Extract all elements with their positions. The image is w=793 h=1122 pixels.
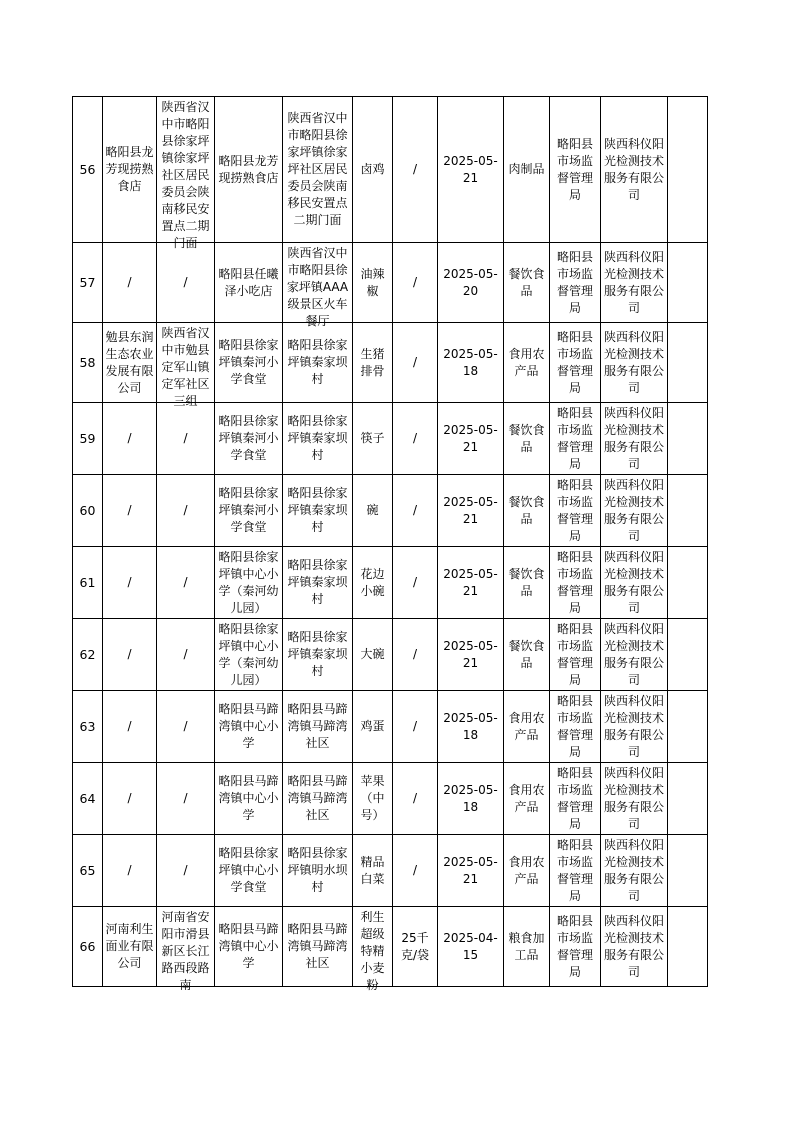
production-date: 2025-05-21	[438, 475, 504, 547]
table-row	[73, 835, 708, 907]
remarks-cell	[668, 475, 708, 547]
food-category: 食用农产品	[504, 763, 550, 835]
supervising-authority: 略阳县市场监督管理局	[550, 763, 601, 835]
testing-lab: 陕西科仪阳光检测技术服务有限公司	[601, 691, 668, 763]
specification: /	[393, 475, 438, 547]
sampled-unit-address: 陕西省汉中市略阳县徐家坪镇徐家坪社区居民委员会陕南移民安置点二期门面	[283, 97, 353, 243]
remarks-cell	[668, 243, 708, 323]
sampled-unit: 略阳县徐家坪镇中心小学（秦河幼儿园）	[215, 547, 283, 619]
producer-address: /	[157, 763, 215, 835]
testing-lab: 陕西科仪阳光检测技术服务有限公司	[601, 475, 668, 547]
food-category: 餐饮食品	[504, 547, 550, 619]
testing-lab: 陕西科仪阳光检测技术服务有限公司	[601, 547, 668, 619]
producer-name: /	[103, 691, 157, 763]
specification: /	[393, 619, 438, 691]
food-category: 餐饮食品	[504, 403, 550, 475]
sampled-unit-address: 略阳县徐家坪镇秦家坝村	[283, 619, 353, 691]
food-name: 精品白菜	[353, 835, 393, 907]
supervising-authority: 略阳县市场监督管理局	[550, 97, 601, 243]
sampled-unit-address: 陕西省汉中市略阳县徐家坪镇AAA级景区火车餐厅	[283, 243, 353, 323]
sampled-unit-address: 略阳县徐家坪镇秦家坝村	[283, 547, 353, 619]
row-number: 65	[73, 835, 103, 907]
food-category: 食用农产品	[504, 691, 550, 763]
testing-lab: 陕西科仪阳光检测技术服务有限公司	[601, 323, 668, 403]
testing-lab: 陕西科仪阳光检测技术服务有限公司	[601, 835, 668, 907]
producer-address: 河南省安阳市滑县新区长江路西段路南	[157, 907, 215, 987]
producer-address: /	[157, 547, 215, 619]
production-date: 2025-05-18	[438, 691, 504, 763]
food-category: 餐饮食品	[504, 619, 550, 691]
production-date: 2025-05-18	[438, 763, 504, 835]
food-name: 油辣椒	[353, 243, 393, 323]
food-category: 食用农产品	[504, 323, 550, 403]
table-row	[73, 97, 708, 243]
row-number: 64	[73, 763, 103, 835]
row-number: 56	[73, 97, 103, 243]
remarks-cell	[668, 835, 708, 907]
specification: /	[393, 835, 438, 907]
food-category: 食用农产品	[504, 835, 550, 907]
producer-address: /	[157, 475, 215, 547]
table-row	[73, 323, 708, 403]
sampled-unit: 略阳县马蹄湾镇中心小学	[215, 691, 283, 763]
sampled-unit-address: 略阳县徐家坪镇明水坝村	[283, 835, 353, 907]
food-category: 餐饮食品	[504, 475, 550, 547]
producer-name: 勉县东润生态农业发展有限公司	[103, 323, 157, 403]
producer-name: /	[103, 547, 157, 619]
testing-lab: 陕西科仪阳光检测技术服务有限公司	[601, 763, 668, 835]
producer-name: /	[103, 475, 157, 547]
remarks-cell	[668, 763, 708, 835]
food-category: 粮食加工品	[504, 907, 550, 987]
food-name: 碗	[353, 475, 393, 547]
food-name: 筷子	[353, 403, 393, 475]
specification: 25千克/袋	[393, 907, 438, 987]
supervising-authority: 略阳县市场监督管理局	[550, 475, 601, 547]
producer-name: 河南利生面业有限公司	[103, 907, 157, 987]
production-date: 2025-05-21	[438, 835, 504, 907]
testing-lab: 陕西科仪阳光检测技术服务有限公司	[601, 907, 668, 987]
remarks-cell	[668, 323, 708, 403]
row-number: 57	[73, 243, 103, 323]
row-number: 63	[73, 691, 103, 763]
food-name: 苹果（中号）	[353, 763, 393, 835]
table-row	[73, 475, 708, 547]
supervising-authority: 略阳县市场监督管理局	[550, 547, 601, 619]
food-name: 卤鸡	[353, 97, 393, 243]
sampled-unit: 略阳县龙芳现捞熟食店	[215, 97, 283, 243]
table-row	[73, 907, 708, 987]
row-number: 61	[73, 547, 103, 619]
supervising-authority: 略阳县市场监督管理局	[550, 243, 601, 323]
specification: /	[393, 691, 438, 763]
row-number: 58	[73, 323, 103, 403]
remarks-cell	[668, 403, 708, 475]
sampled-unit: 略阳县徐家坪镇秦河小学食堂	[215, 323, 283, 403]
production-date: 2025-05-21	[438, 97, 504, 243]
producer-address: /	[157, 691, 215, 763]
production-date: 2025-05-18	[438, 323, 504, 403]
producer-name: /	[103, 403, 157, 475]
sampled-unit: 略阳县马蹄湾镇中心小学	[215, 763, 283, 835]
producer-name: /	[103, 763, 157, 835]
testing-lab: 陕西科仪阳光检测技术服务有限公司	[601, 619, 668, 691]
table-row	[73, 547, 708, 619]
supervising-authority: 略阳县市场监督管理局	[550, 907, 601, 987]
row-number: 60	[73, 475, 103, 547]
specification: /	[393, 403, 438, 475]
sampled-unit-address: 略阳县马蹄湾镇马蹄湾社区	[283, 763, 353, 835]
table-row	[73, 763, 708, 835]
supervising-authority: 略阳县市场监督管理局	[550, 323, 601, 403]
producer-address: /	[157, 835, 215, 907]
table-row	[73, 619, 708, 691]
remarks-cell	[668, 691, 708, 763]
specification: /	[393, 97, 438, 243]
sampled-unit-address: 略阳县马蹄湾镇马蹄湾社区	[283, 691, 353, 763]
production-date: 2025-05-21	[438, 403, 504, 475]
sampled-unit: 略阳县徐家坪镇秦河小学食堂	[215, 475, 283, 547]
production-date: 2025-05-21	[438, 619, 504, 691]
sampled-unit: 略阳县徐家坪镇中心小学（秦河幼儿园）	[215, 619, 283, 691]
sampling-results-table	[72, 96, 708, 992]
supervising-authority: 略阳县市场监督管理局	[550, 835, 601, 907]
sampled-unit: 略阳县徐家坪镇中心小学食堂	[215, 835, 283, 907]
production-date: 2025-05-21	[438, 547, 504, 619]
supervising-authority: 略阳县市场监督管理局	[550, 619, 601, 691]
specification: /	[393, 763, 438, 835]
producer-name: /	[103, 243, 157, 323]
table-row	[73, 403, 708, 475]
producer-address: 陕西省汉中市略阳县徐家坪镇徐家坪社区居民委员会陕南移民安置点二期门面	[157, 97, 215, 243]
supervising-authority: 略阳县市场监督管理局	[550, 403, 601, 475]
food-category: 餐饮食品	[504, 243, 550, 323]
food-name: 生猪排骨	[353, 323, 393, 403]
remarks-cell	[668, 619, 708, 691]
producer-address: /	[157, 619, 215, 691]
food-category: 肉制品	[504, 97, 550, 243]
production-date: 2025-04-15	[438, 907, 504, 987]
testing-lab: 陕西科仪阳光检测技术服务有限公司	[601, 403, 668, 475]
remarks-cell	[668, 907, 708, 987]
food-name: 大碗	[353, 619, 393, 691]
producer-name: /	[103, 619, 157, 691]
producer-name: 略阳县龙芳现捞熟食店	[103, 97, 157, 243]
sampled-unit: 略阳县马蹄湾镇中心小学	[215, 907, 283, 987]
food-name: 花边小碗	[353, 547, 393, 619]
sampled-unit-address: 略阳县徐家坪镇秦家坝村	[283, 475, 353, 547]
testing-lab: 陕西科仪阳光检测技术服务有限公司	[601, 243, 668, 323]
food-name: 鸡蛋	[353, 691, 393, 763]
remarks-cell	[668, 547, 708, 619]
specification: /	[393, 243, 438, 323]
testing-lab: 陕西科仪阳光检测技术服务有限公司	[601, 97, 668, 243]
specification: /	[393, 323, 438, 403]
row-number: 62	[73, 619, 103, 691]
producer-address: /	[157, 243, 215, 323]
production-date: 2025-05-20	[438, 243, 504, 323]
food-name: 利生超级特精小麦粉	[353, 907, 393, 987]
row-number: 59	[73, 403, 103, 475]
producer-address: /	[157, 403, 215, 475]
table-row	[73, 691, 708, 763]
table-row	[73, 243, 708, 323]
specification: /	[393, 547, 438, 619]
sampled-unit: 略阳县任曦泽小吃店	[215, 243, 283, 323]
producer-name: /	[103, 835, 157, 907]
producer-address: 陕西省汉中市勉县定军山镇定军社区三组	[157, 323, 215, 403]
sampled-unit-address: 略阳县马蹄湾镇马蹄湾社区	[283, 907, 353, 987]
row-number: 66	[73, 907, 103, 987]
sampled-unit-address: 略阳县徐家坪镇秦家坝村	[283, 323, 353, 403]
sampled-unit: 略阳县徐家坪镇秦河小学食堂	[215, 403, 283, 475]
sampled-unit-address: 略阳县徐家坪镇秦家坝村	[283, 403, 353, 475]
supervising-authority: 略阳县市场监督管理局	[550, 691, 601, 763]
remarks-cell	[668, 97, 708, 243]
